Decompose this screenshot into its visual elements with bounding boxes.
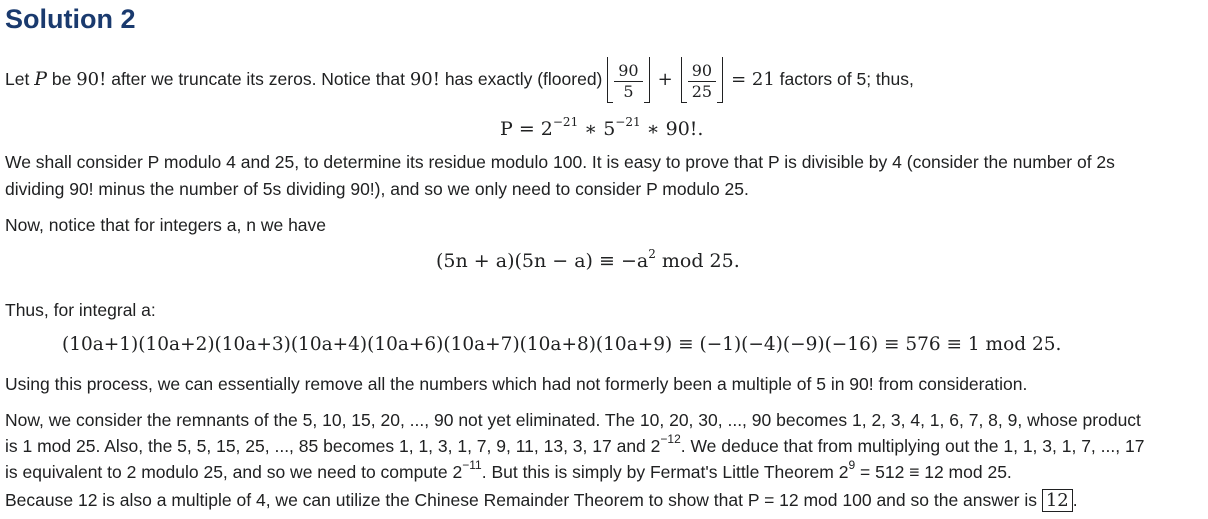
paragraph-remnants-line1: Now, we consider the remnants of the 5, 10, 15, 20, ..., 90 not yet eliminated. The 10, 20, 30, ..., 90 becomes 1, 2, 3, 4, 1, 6, 7, 8, 9, whose product (5, 410, 1141, 430)
paragraph-remnants-line2: is 1 mod 25. Also, the 5, 5, 15, 25, ..., 85 becomes 1, 1, 3, 1, 7, 9, 11, 13, 3, 17 and $2^{-12}$. We deduce that from multiplying out the 1, 1, 3, 1, 7, ..., 17 (5, 432, 1145, 456)
paragraph-modulo-line1: We shall consider P modulo 4 and 25, to determine its residue modulo 100. It is easy to prove that P is divisible by 4 (consider the number of 2s (5, 152, 1115, 172)
paragraph-notice: Now, notice that for integers a, n we have (5, 215, 327, 235)
floor-fraction-90-25: $\frac{90}{25}$ (681, 57, 723, 103)
floor-fraction-90-5: $\frac{90}{5}$ (607, 57, 649, 103)
paragraph-process: Using this process, we can essentially remove all the numbers which had not formerly been a multiple of 5 in 90! from consideration. (5, 374, 1028, 394)
section-heading: Solution 2 (5, 4, 136, 34)
equation-p-definition: $P = 2^{-21}$ ∗ $5^{-21}$ ∗ 90!. (500, 115, 704, 140)
paragraph-intro: Let P be 90! after we truncate its zeros. Notice that 90! has exactly (floored) $\frac{90}{5}$ + $\frac{90}{25}$ = 21 factors of 5; thus, (5, 56, 914, 103)
paragraph-modulo-line2: dividing 90! minus the number of 5s dividing 90!), and so we only need to consider P modulo 25. (5, 179, 749, 199)
paragraph-integral: Thus, for integral a: (5, 300, 156, 320)
paragraph-remnants-line3: is equivalent to 2 modulo 25, and so we need to compute $2^{-11}$. But this is simply by Fermat's Little Theorem $2^9 = 512 \equiv 12$ mod 25. (5, 458, 1012, 482)
var-p: P (34, 68, 47, 90)
equation-product: (10a+1)(10a+2)(10a+3)(10a+4)(10a+6)(10a+7)(10a+8)(10a+9) ≡ (−1)(−4)(−9)(−16) ≡ 576 ≡ 1 mod 25. (62, 334, 1062, 355)
answer-box: 12 (1042, 489, 1073, 512)
equation-identity: $(5n + a)(5n - a) \equiv -a^2$ mod 25. (436, 247, 740, 272)
paragraph-conclusion: Because 12 is also a multiple of 4, we can utilize the Chinese Remainder Theorem to show that P = 12 mod 100 and so the answer is 12 . (5, 490, 1078, 511)
